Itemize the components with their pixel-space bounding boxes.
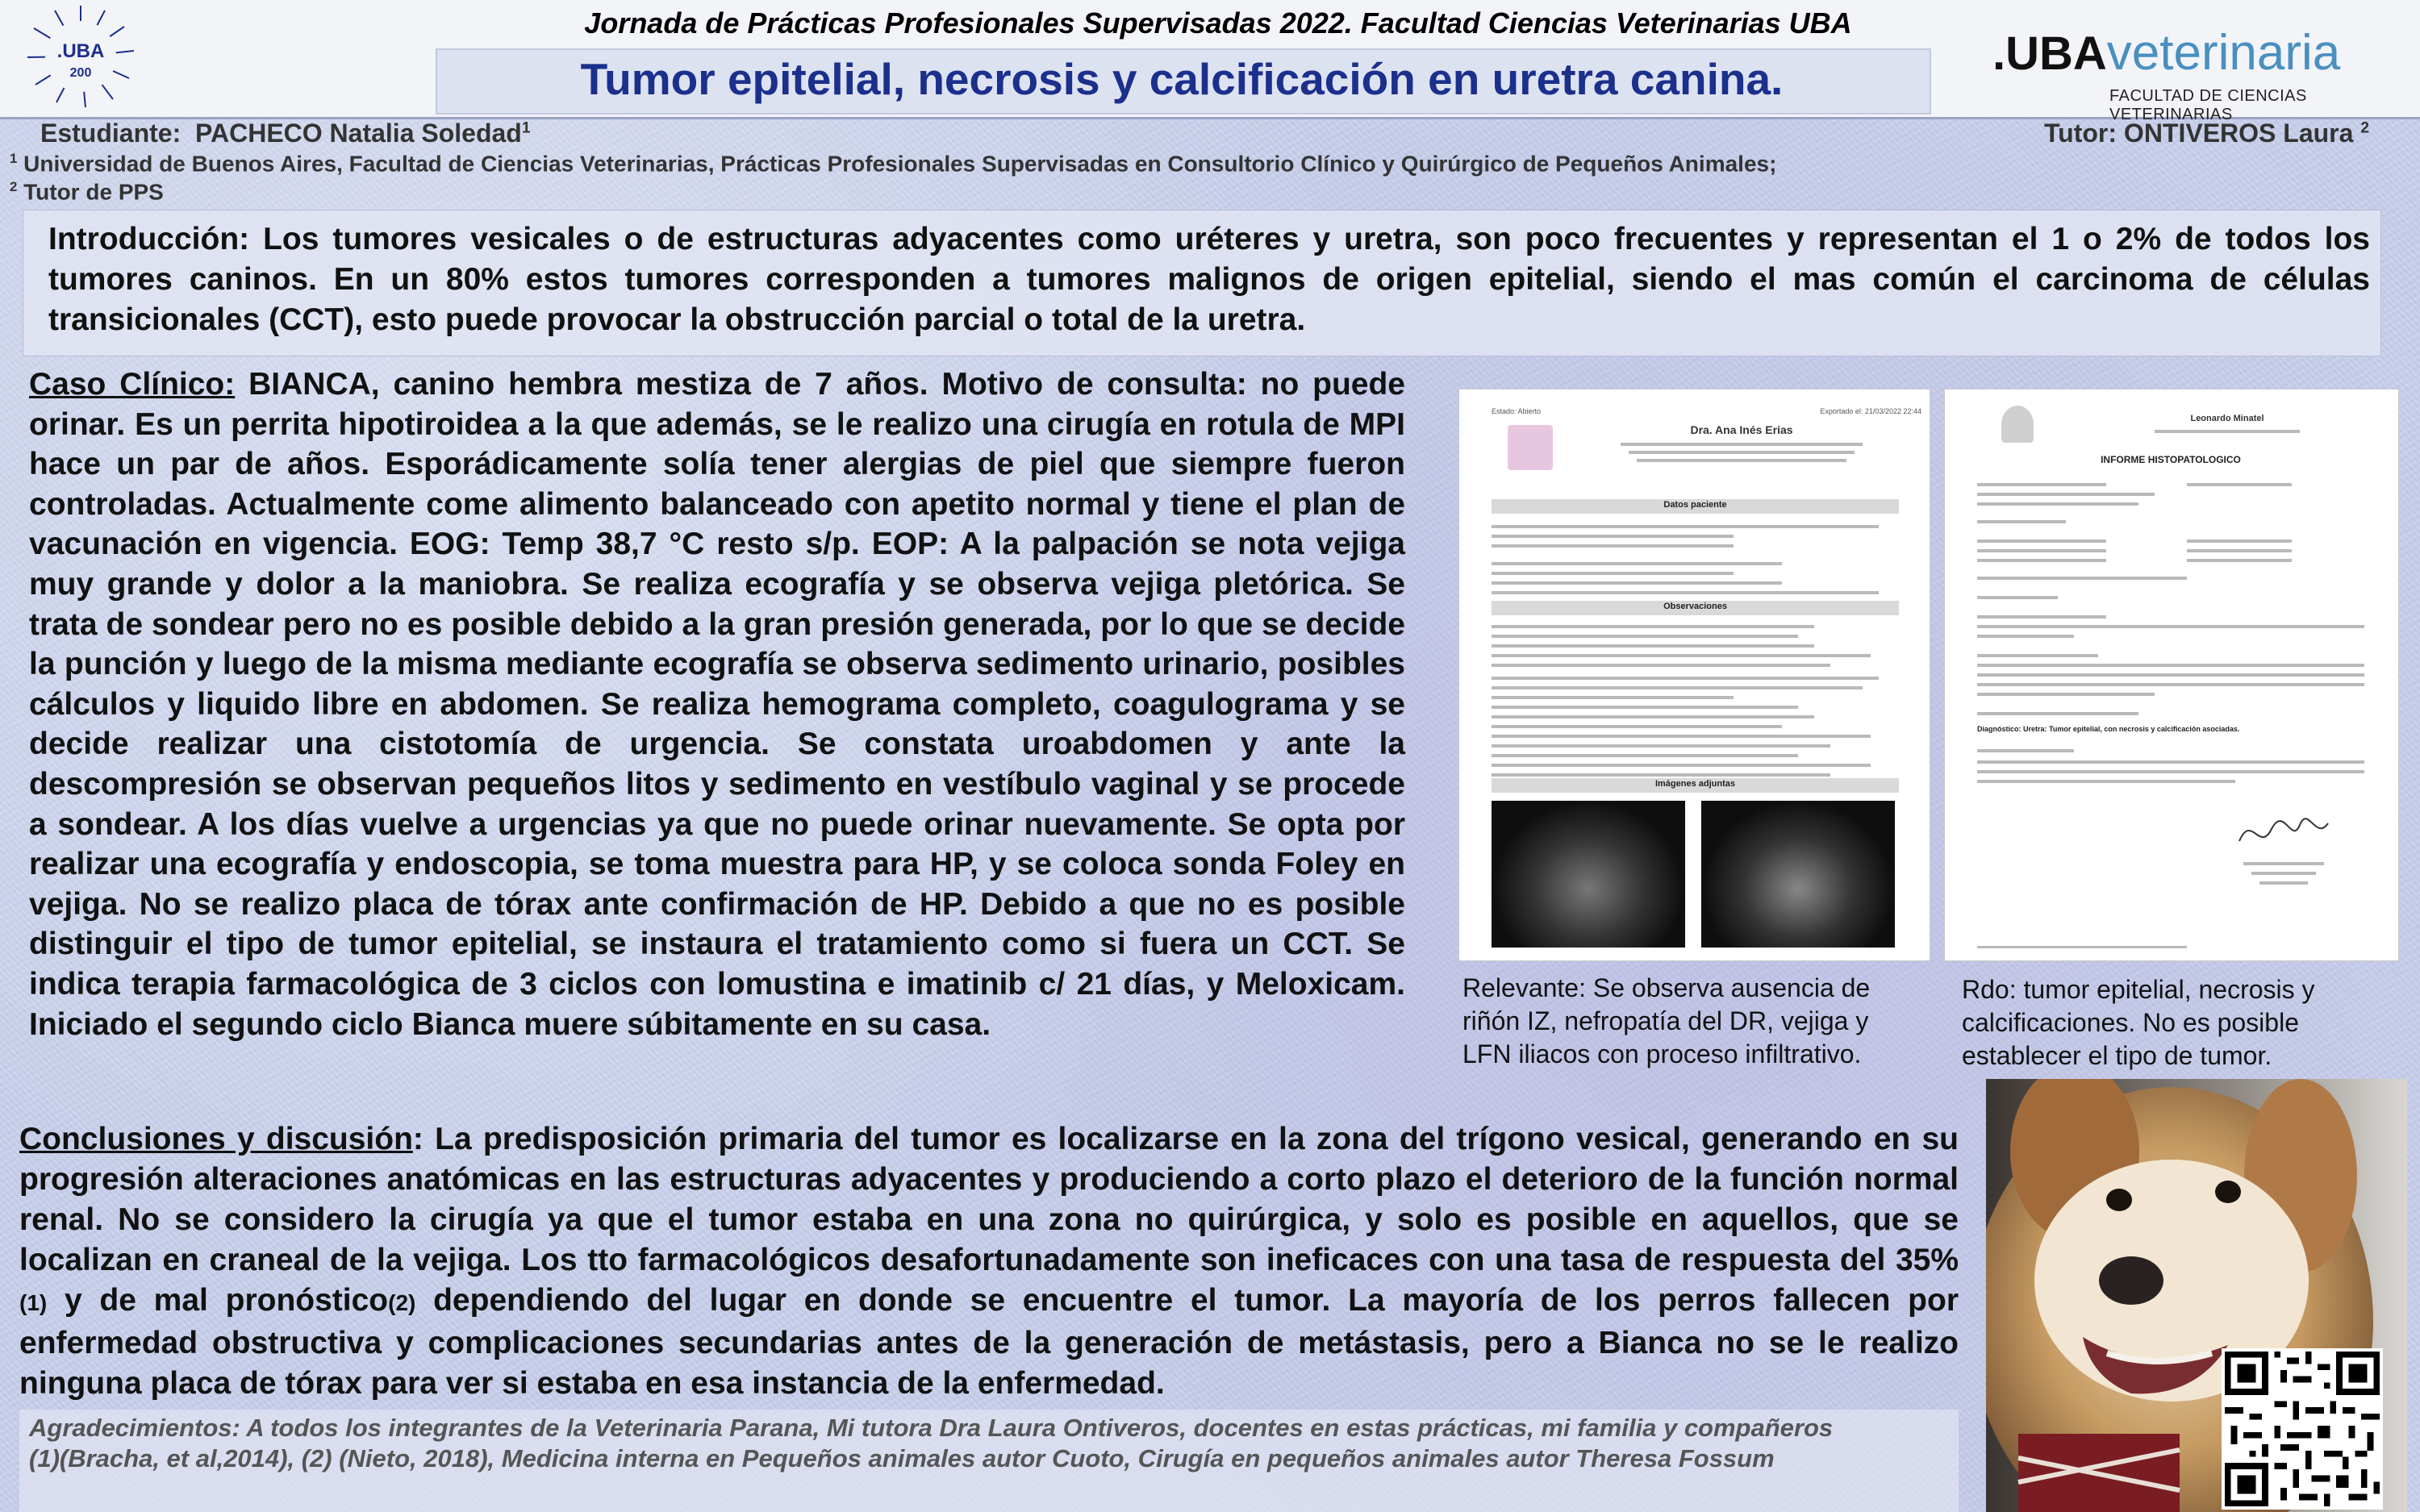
eco-logo-icon [1508, 425, 1553, 470]
student-line [40, 119, 531, 148]
uba-logo-subtitle: FACULTAD DE CIENCIAS VETERINARIAS [2109, 87, 2307, 123]
uba-logo-prefix: .UBA [1992, 27, 2107, 80]
citation-2: (2) [388, 1290, 416, 1315]
acknowledgements [29, 1413, 1949, 1474]
affiliation-2-sup: 2 [10, 179, 18, 194]
eco-header-left: Estado: Abierto [1492, 407, 1542, 415]
qr-code[interactable] [2222, 1348, 2383, 1510]
histo-title: INFORME HISTOPATOLOGICO [2101, 454, 2241, 465]
uba-logo-text: .UBA [56, 40, 105, 62]
student-name: PACHECO Natalia Soledad [195, 119, 522, 148]
ultrasound-image-1 [1492, 801, 1685, 948]
tutor-label: Tutor: [2044, 119, 2118, 148]
eco-section-observations: Observaciones [1663, 602, 1727, 611]
uba-200-logo [24, 4, 137, 109]
conclusions-part-1: : La predisposición primaria del tumor es localizarse en la zona del trígono vesical, generando en su progresión alteraciones anatómicas en las estructuras adyacentes y produciendo a corto plazo el deterioro de la función normal renal. No se considero la cirugía ya que el tumor estaba en una zona no quirúrgica, y solo es posible en aquellos, que se localizan en craneal de la vejiga. Los tto farmacológicos desafortunadamente son ineficaces con una tasa de respuesta del 35% [19, 1122, 1959, 1277]
affiliation-1-text: Universidad de Buenos Aires, Facultad de Ciencias Veterinarias, Prácticas Profesionales Supervisadas en Consultorio Clínico y Quirúrgico de Pequeños Animales; [23, 151, 1777, 177]
tutor-sup: 2 [2360, 119, 2369, 137]
acknowledgements-text: Agradecimientos: A todos los integrantes de la Veterinaria Parana, Mi tutora Dra Laura Ontiveros, docentes en estas prácticas, mi familia y compañeros [29, 1414, 1834, 1442]
conclusions-part-3: dependiendo del lugar en donde se encuentre el tumor. La mayoría de los perros fallecen por enfermedad obstructiva y complicaciones secundarias antes de la generación de metástasis, pero a Bianca no se le realizo ninguna placa de tórax para ver si estaba en esa instancia de la enfermedad. [19, 1283, 1959, 1401]
case-text: BIANCA, canino hembra mestiza de 7 años. Motivo de consulta: no puede orinar. Es un perrita hipotiroidea a la que además, se le realizo una cirugía en rotula de MPI hace un par de años. Esporádicamente solía tener alergias de piel que siempre fueron controladas. Actualmente come alimento balanceado con apetito normal y tiene el plan de vacunación en vigencia. EOG: Temp 38,7 °C resto s/p. EOP: A la palpación se nota vejiga muy grande y dolor a la maniobra. Se realiza ecografía y se observa vejiga pletórica. Se trata de sondear pero no es posible debido a la gran presión generada, por lo que se decide la punción y luego de la misma mediante ecografía se observa sedimento urinario, posibles cálculos y liquido libre en abdomen. Se realiza hemograma completo, coagulograma y se decide realizar una cistotomía de urgencia. Se constata uroabdomen y ante la descompresión se observan pequeños litos y sedimento en vestíbulo vaginal y se procede a sondear. A los días vuelve a urgencias ya que no puede orinar nuevamente. Se opta por realizar una ecografía y endoscopia, se toma muestra para HP, y se coloca sonda Foley en vejiga. No se realizo placa de tórax ante confirmación de HP. Debido a que no es posible distinguir el tipo de tumor epitelial, se instaura el tratamiento como si fuera un CCT. Se indica terapia farmacológica de 3 ciclos con lomustina e imatinib c/ 21 días, y Meloxicam. Iniciado el segundo ciclo Bianca muere súbitamente en su casa. [29, 367, 1405, 1042]
eco-header-right: Exportado el: 21/03/2022 22:44 [1820, 407, 1921, 415]
page-title: Tumor epitelial, necrosis y calcificación en uretra canina. [580, 54, 1784, 104]
student-sup: 1 [521, 119, 531, 137]
affiliation-1 [10, 151, 1776, 177]
affiliation-2-text: Tutor de PPS [23, 179, 164, 205]
caption-ecography: Relevante: Se observa ausencia de riñón IZ, nefropatía del DR, vejiga y LFN iliacos con proceso infiltrativo. [1462, 973, 1871, 1068]
uba-veterinaria-logo [1992, 24, 2372, 123]
uba-logo-main: veterinaria [2106, 25, 2341, 81]
histo-doctor: Leonardo Minatel [2190, 414, 2264, 423]
student-label: Estudiante: [40, 119, 182, 148]
event-title: Jornada de Prácticas Profesionales Supervisadas 2022. Facultad Ciencias Veterinarias UBA [584, 6, 1852, 40]
conclusions-part-2: y de mal pronóstico [47, 1283, 389, 1318]
caption-histopathology: Rdo: tumor epitelial, necrosis y calcificaciones. No es posible establecer el tipo de tumor. [1962, 975, 2315, 1070]
signature [2235, 809, 2332, 857]
conclusions-heading: Conclusiones y discusión [19, 1122, 413, 1156]
introduction-text: Introducción: Los tumores vesicales o de estructuras adyacentes como uréteres y uretra, son poco frecuentes y representan el 1 o 2% de todos los tumores caninos. En un 80% estos tumores corresponden a tumores malignos de origen epitelial, siendo el mas común el carcinoma de células transicionales (CCT), esto puede provocar la obstrucción parcial o total de la uretra. [48, 222, 2370, 337]
tutor-name: ONTIVEROS Laura [2123, 119, 2354, 148]
eco-section-patient: Datos paciente [1663, 500, 1727, 510]
eco-section-images: Imágenes adjuntas [1654, 779, 1736, 789]
conclusions-section [19, 1119, 1959, 1404]
histo-diagnosis: Diagnóstico: Uretra: Tumor epitelial, con necrosis y calcificación asociadas. [1977, 725, 2240, 733]
uba-logo-year: 200 [69, 66, 92, 80]
eco-doctor: Dra. Ana Inés Erias [1690, 423, 1793, 436]
affiliation-1-sup: 1 [10, 151, 18, 166]
histopathology-report-image [1944, 389, 2399, 961]
ultrasound-image-2 [1701, 801, 1895, 948]
references-text: (1)(Bracha, et al,2014), (2) (Nieto, 2018), Medicina interna en Pequeños animales autor Cuoto, Cirugía en pequeños animales autor Theresa Fossum [29, 1444, 1775, 1472]
case-heading: Caso Clínico: [29, 367, 236, 402]
case-section [29, 364, 1405, 1044]
histo-logo-icon [2001, 406, 2034, 443]
affiliation-2 [10, 179, 164, 205]
tutor-line [2044, 119, 2369, 148]
citation-1: (1) [19, 1290, 48, 1315]
ecography-report-image [1458, 389, 1930, 961]
